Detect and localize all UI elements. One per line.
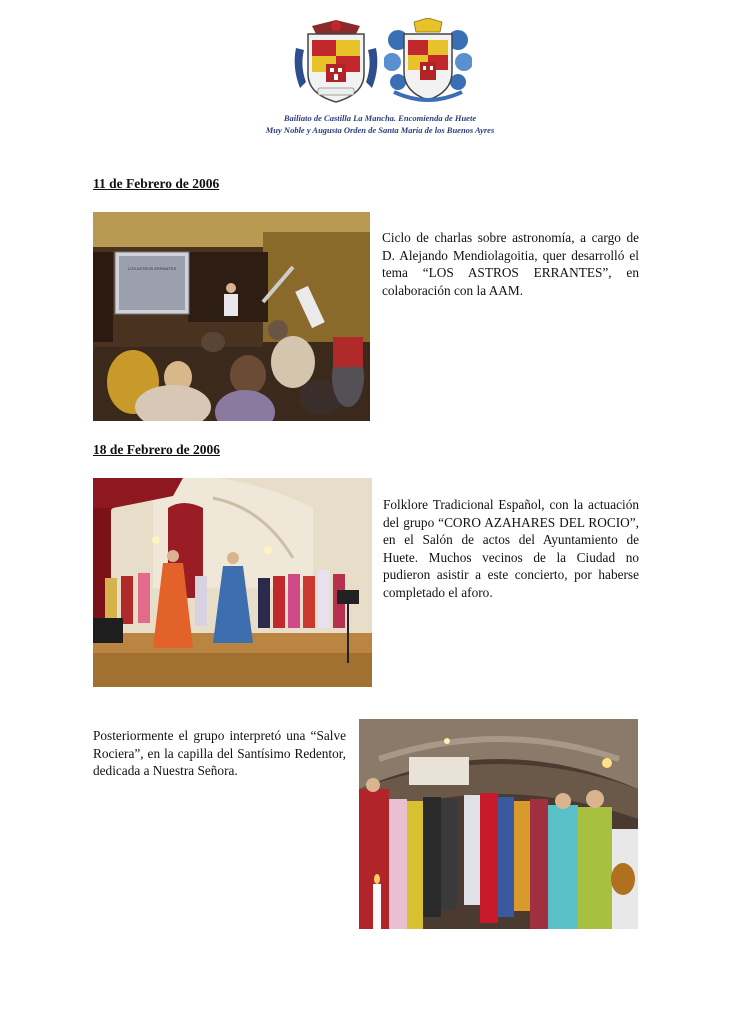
photo-folklore-performance: [93, 478, 372, 687]
encomienda-huete-crest-icon: [384, 18, 472, 106]
section-date-1: 11 de Febrero de 2006: [93, 176, 220, 191]
photo-astronomy-talk: [93, 212, 370, 421]
section-date-2: 18 de Febrero de 2006: [93, 442, 220, 457]
slide-title: LOS ASTROS ERRANTES: [127, 266, 177, 271]
section-text-2: Folklore Tradicional Español, con la actuación del grupo “CORO AZAHARES DEL ROCIO”, en el Salón de actos del Ayuntamiento de Huete. Muchos vecinos de la Ciudad no pudieron asistir a este concierto, por haberse completado el aforo.: [383, 497, 639, 600]
header-crests: [292, 18, 472, 106]
section-text-3: Posteriormente el grupo interpretó una “Salve Rociera”, en la capilla del Santísimo Redentor, dedicada a Nuestra Señora.: [93, 728, 346, 778]
photo-salve-rociera-chapel: [359, 719, 638, 929]
section-text-1: Ciclo de charlas sobre astronomía, a cargo de D. Alejando Mendiolagoitia, quer desarrolló el tema “LOS ASTROS ERRANTES”, en colaboración con la AAM.: [382, 230, 639, 298]
org-line-orden: Muy Noble y Augusta Orden de Santa María de los Buenos Ayres: [265, 125, 495, 135]
org-line-bailiato: Bailiato de Castilla La Mancha. Encomienda de Huete: [283, 113, 477, 123]
castilla-la-mancha-crest-icon: [292, 18, 380, 106]
